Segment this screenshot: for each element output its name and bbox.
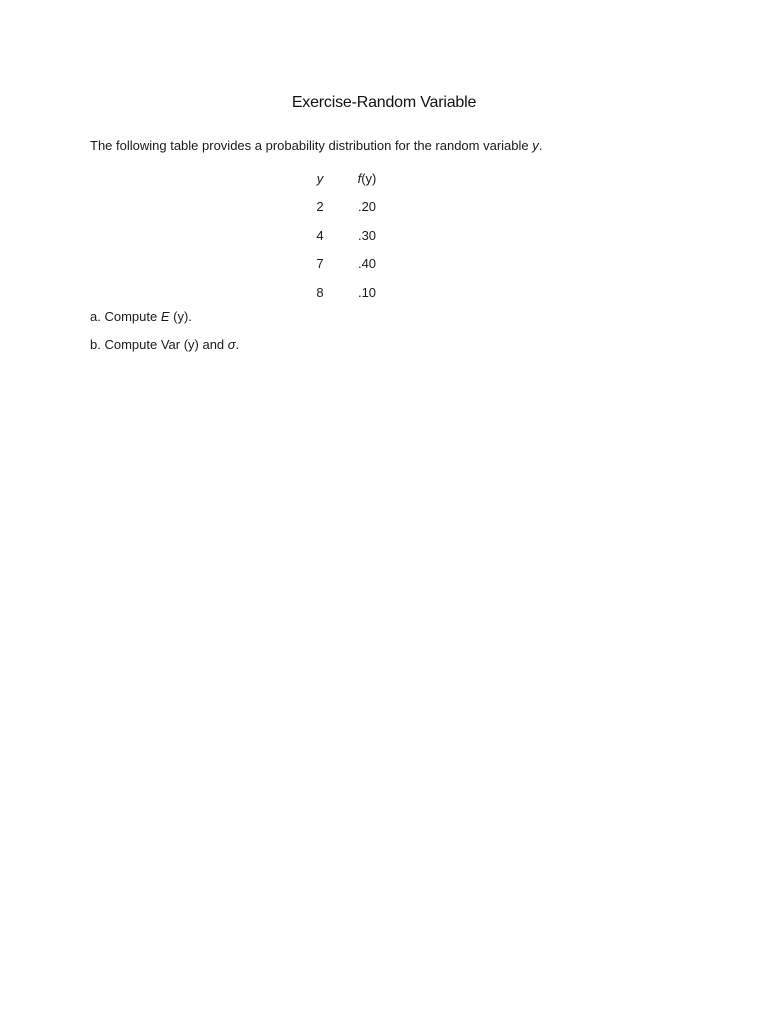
cell-y: 2 (316, 199, 324, 215)
cell-fy: .40 (357, 256, 377, 272)
cell-y: 7 (316, 256, 324, 272)
header-y: y (316, 170, 324, 186)
header-fy (340, 164, 394, 193)
question-a-suffix: (y). (169, 309, 192, 324)
header-f-fn: f (357, 170, 362, 186)
page-title: Exercise-Random Variable (291, 94, 477, 111)
question-b-suffix: . (235, 337, 240, 352)
question-b-prefix: b. Compute Var (y) and (90, 337, 228, 352)
cell-fy: .20 (357, 199, 377, 215)
question-b (90, 337, 239, 352)
table-row (300, 193, 394, 222)
table-row (300, 278, 394, 307)
cell-y: 4 (316, 227, 324, 243)
header-f-arg: (y) (361, 170, 377, 186)
intro-paragraph (90, 138, 542, 153)
question-b-symbol: σ (227, 337, 236, 352)
cell-y: 8 (316, 284, 324, 300)
table-row (300, 250, 394, 279)
probability-table (300, 164, 394, 307)
question-a (90, 309, 192, 324)
question-a-symbol: E (160, 309, 170, 324)
question-a-prefix: a. Compute (90, 309, 161, 324)
cell-fy: .10 (357, 284, 377, 300)
intro-end: . (538, 138, 543, 153)
intro-text: The following table provides a probability distribution for the random variable (90, 138, 533, 153)
table-row (300, 221, 394, 250)
table-header-row (300, 164, 394, 193)
cell-fy: .30 (357, 227, 377, 243)
intro-variable: y (532, 138, 539, 153)
